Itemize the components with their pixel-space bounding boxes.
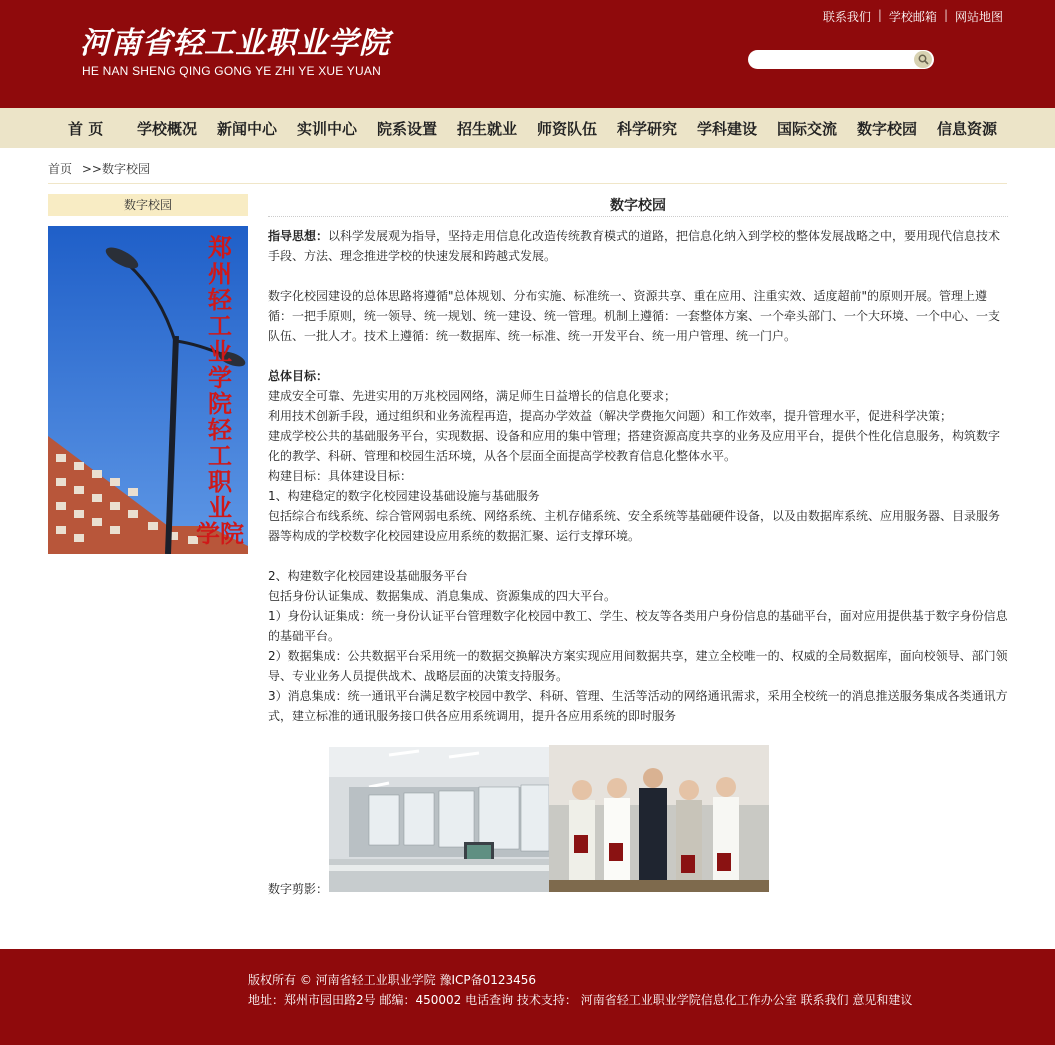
logo-english: HE NAN SHENG QING GONG YE ZHI YE XUE YUAN (82, 64, 381, 78)
logo-chinese[interactable]: 河南省轻工业职业学院 (80, 26, 390, 61)
guide-text: 以科学发展观为指导，坚持走用信息化改造传统教育模式的道路，把信息化纳入到学校的整体发展战略之中，要用现代信息技术手段、方法、理念推进学校的快速发展和跨越式发展。 (268, 229, 1001, 263)
main-nav (0, 108, 1055, 148)
svg-text:学: 学 (208, 363, 232, 392)
breadcrumb-home[interactable]: 首页 (48, 162, 73, 176)
guide-label: 指导思想： (268, 229, 329, 243)
footer-copyright: 版权所有 © 河南省轻工业职业学院 豫ICP备0123456 (248, 973, 537, 987)
sitemap-link[interactable]: 网站地图 (954, 10, 1003, 24)
svg-text:业: 业 (208, 337, 232, 366)
school-mail-link[interactable]: 学校邮箱 (888, 10, 937, 24)
site-footer (0, 949, 1055, 1045)
photo-label: 数字剪影： (268, 882, 329, 896)
nav-training[interactable]: 实训中心 (297, 120, 358, 138)
build-label: 构建目标：具体建设目标： (268, 469, 413, 483)
search-icon (918, 54, 929, 65)
svg-text:轻: 轻 (208, 415, 232, 444)
breadcrumb (48, 160, 150, 177)
svg-text:职: 职 (208, 467, 232, 496)
lab-photo[interactable] (329, 747, 549, 892)
item2-sub3: 3）消息集成：统一通讯平台满足数字校园中教学、科研、管理、生活等活动的网络通讯需求，采用全校统一的消息推送服务集成各类通讯方式，建立标准的通讯服务接口供各应用系统调用，提升各应用系统的即时服务 (268, 689, 1008, 723)
nav-about[interactable]: 学校概况 (137, 120, 198, 138)
separator: | (943, 8, 948, 22)
item2-sub2: 2）数据集成：公共数据平台采用统一的数据交换解决方案实现应用间数据共享，建立全校唯一的、权威的全局数据库，面向校领导、部门领导、专业业务人员提供战术、战略层面的决策支持服务。 (268, 649, 1008, 683)
search-input[interactable] (748, 50, 934, 69)
svg-text:州: 州 (208, 259, 232, 288)
item1-text: 包括综合布线系统、综合管网弱电系统、网络系统、主机存储系统、安全系统等基础硬件设备，以及由数据库系统、应用服务器、目录服务器等构成的学校数字化校园建设应用系统的数据汇聚、运行支撑环境。 (268, 509, 1001, 543)
contact-us-link[interactable]: 联系我们 (822, 10, 871, 24)
nav-departments[interactable]: 院系设置 (377, 120, 438, 138)
divider (48, 183, 1007, 184)
nav-resources[interactable]: 信息资源 (937, 120, 998, 138)
guide-paragraph (268, 226, 1008, 266)
svg-text:工: 工 (208, 311, 232, 340)
students-photo[interactable] (549, 745, 769, 892)
campus-lamp-image (48, 226, 248, 554)
page-title: 数字校园 (610, 198, 666, 214)
nav-international[interactable]: 国际交流 (777, 120, 838, 138)
svg-text:轻: 轻 (208, 285, 232, 314)
goal-label: 总体目标： (268, 369, 329, 383)
sidebar-image (48, 226, 248, 554)
breadcrumb-current: >>数字校园 (81, 162, 150, 176)
overall-paragraph: 数字化校园建设的总体思路将遵循"总体规划、分布实施、标准统一、资源共享、重在应用、注重实效、适度超前"的原则开展。管理上遵循：一把手原则，统一领导、统一规划、统一建设、统一管理。机制上遵循：一套整体方案、一个牵头部门、一个大环境、一个中心、一支队伍、一批人才。技术上遵循：统一数据库、统一标准、统一开发平台、统一用户管理、统一门户。 (268, 289, 1001, 343)
site-header (0, 0, 1055, 108)
nav-disciplines[interactable]: 学科建设 (697, 120, 758, 138)
goal-item-2: 利用技术创新手段，通过组织和业务流程再造，提高办学效益（解决学费拖欠问题）和工作效率，提升管理水平，促进科学决策； (268, 409, 953, 423)
svg-text:业: 业 (208, 493, 232, 522)
goal-item-3: 建成学校公共的基础服务平台，实现数据、设备和应用的集中管理；搭建资源高度共享的业务及应用平台，提供个性化信息服务，构筑数字化的教学、科研、管理和校园生活环境，从各个层面全面提高学校教育信息化整体水平。 (268, 429, 1001, 463)
search-button[interactable] (914, 51, 932, 68)
svg-text:工: 工 (208, 441, 232, 470)
svg-text:郑: 郑 (208, 233, 232, 262)
nav-research[interactable]: 科学研究 (617, 120, 678, 138)
goal-item-1: 建成安全可靠、先进实用的万兆校园网络，满足师生日益增长的信息化要求； (268, 389, 677, 403)
item1-title: 1、构建稳定的数字化校园建设基础设施与基础服务 (268, 489, 540, 503)
item2-sub1: 1）身份认证集成：统一身份认证平台管理数字化校园中教工、学生、校友等各类用户身份信息的基础平台，面对应用提供基于数字身份信息的基础平台。 (268, 609, 1008, 643)
nav-admission[interactable]: 招生就业 (457, 120, 518, 138)
sidebar-title[interactable]: 数字校园 (48, 194, 248, 216)
divider (268, 216, 1008, 217)
item2-title: 2、构建数字化校园建设基础服务平台 (268, 569, 468, 583)
top-links (819, 8, 1007, 25)
svg-text:院: 院 (208, 389, 232, 418)
item2-text: 包括身份认证集成、数据集成、消息集成、资源集成的四大平台。 (268, 589, 617, 603)
nav-home[interactable]: 首 页 (68, 120, 104, 138)
article-body (268, 226, 1008, 726)
nav-faculty[interactable]: 师资队伍 (537, 120, 598, 138)
separator: | (877, 8, 882, 22)
footer-address: 地址：郑州市园田路2号 邮编：450002 电话查询 技术支持： 河南省轻工业职业学院信息化工作办公室 联系我们 意见和建议 (248, 993, 913, 1007)
nav-news[interactable]: 新闻中心 (217, 120, 278, 138)
svg-text:学院: 学院 (196, 519, 244, 548)
nav-digital-campus[interactable]: 数字校园 (857, 120, 918, 138)
